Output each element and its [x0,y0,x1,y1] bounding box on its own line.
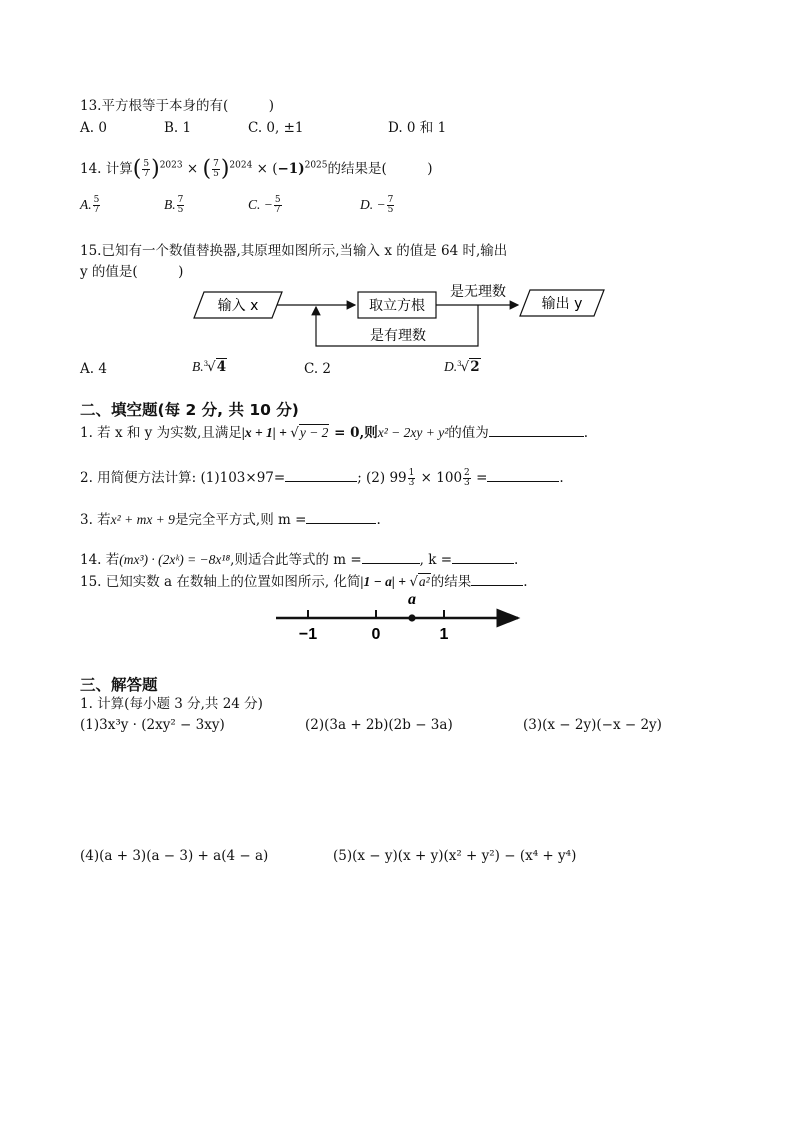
fill-question-1: 1. 若 x 和 y 为实数,且满足|x + 1| + √y − 2 = 0,则x² − 2xy + y²的值为 . [80,425,589,441]
point-a [408,614,415,621]
fill-question-14: 14. 若(mx³) · (2xᵏ) = −8x¹⁸,则适合此等式的 m = , k = . [80,552,519,568]
q14-option-a: A. $\frac{5}{7}$ [80,195,100,215]
flow-process-label: 取立方根 [369,298,425,314]
problem-5: (5)(x − y)(x + y)(x² + y²) − (x⁴ + y⁴) [333,848,577,864]
q15-option-c: C. 2 [304,361,332,377]
problem-1: (1)3x³y · (2xy² − 3xy) [80,717,225,733]
q15-option-d: D.$^3$√2 [444,359,480,375]
q13-option-d: D. 0 和 1 [388,120,447,136]
q15-flow-diagram [190,282,610,352]
answer-blank[interactable] [471,572,523,586]
q14-suffix: 的结果是( ) [327,161,433,177]
tick-1-label: 1 [439,626,449,643]
answer-blank[interactable] [285,468,357,482]
q14-stem: 14. 计算( $\frac{5}{7}$ )$^{2023}$ × ( $\frac{7}{5}$ )$^{2024} \times (-1)^{2025}$的结果是( ) [80,156,433,182]
section3-heading: 三、解答题 [80,676,158,694]
number-line [270,588,530,644]
tick-neg1-label: −1 [298,626,318,643]
q14-times-2: × ( [256,161,278,177]
q13-option-c: C. 0, ±1 [248,120,304,136]
q14-option-b: B. $\frac{7}{5}$ [164,195,184,215]
flow-irrational-label: 是无理数 [450,284,506,300]
q13-option-b: B. 1 [164,120,192,136]
q14-fraction-1: $\frac{5}{7}$ [143,159,150,179]
answer-blank[interactable] [487,468,559,482]
flow-rational-label: 是有理数 [370,328,426,344]
fill-question-15: 15. 已知实数 a 在数轴上的位置如图所示, 化简|1 − a| + √a²的结果 . [80,574,528,590]
flow-output-label: 输出 y [541,296,583,312]
flow-input-label: 输入 x [217,298,259,314]
answer-blank[interactable] [452,550,514,564]
q15-option-a: A. 4 [80,361,107,377]
problem-4: (4)(a + 3)(a − 3) + a(4 − a) [80,848,269,864]
point-a-label: a [408,591,416,608]
q14-prefix: 14. 计算 [80,161,133,177]
q13-option-a: A. 0 [80,120,107,136]
problem-3: (3)(x − 2y)(−x − 2y) [523,717,662,733]
answer-blank[interactable] [362,550,420,564]
section2-heading: 二、填空题(每 2 分, 共 10 分) [80,401,299,419]
q14-exponent-2: 2024 [229,160,253,171]
q15-option-b: B.$^3$√4 [192,359,227,375]
q14-exponent-1: 2023 [159,160,183,171]
q14-exponent-3: 2025 [304,160,328,171]
q14-option-d: D. − $\frac{7}{5}$ [360,195,394,215]
q15-stem-line1: 15.已知有一个数值替换器,其原理如图所示,当输入 x 的值是 64 时,输出 [80,243,508,259]
q14-times-1: × [186,161,199,177]
answer-blank[interactable] [489,423,584,437]
fill-question-2: 2. 用简便方法计算: (1)103×97= ; (2) 99 $\frac{1}{3}$ × 100 $\frac{2}{3}$ = . [80,468,564,488]
section3-intro: 1. 计算(每小题 3 分,共 24 分) [80,696,263,712]
q14-negative-one: −1) [277,161,305,177]
q14-fraction-2: $\frac{7}{5}$ [213,159,219,179]
q13-stem: 13.平方根等于本身的有( ) [80,98,275,114]
q14-option-c: C. − $\frac{5}{7}$ [248,195,281,215]
q15-stem-line2: y 的值是( ) [80,264,184,280]
answer-blank[interactable] [306,510,376,524]
tick-0-label: 0 [371,626,381,643]
problem-2: (2)(3a + 2b)(2b − 3a) [305,717,453,733]
fill-question-3: 3. 若x² + mx + 9是完全平方式,则 m = . [80,512,381,528]
